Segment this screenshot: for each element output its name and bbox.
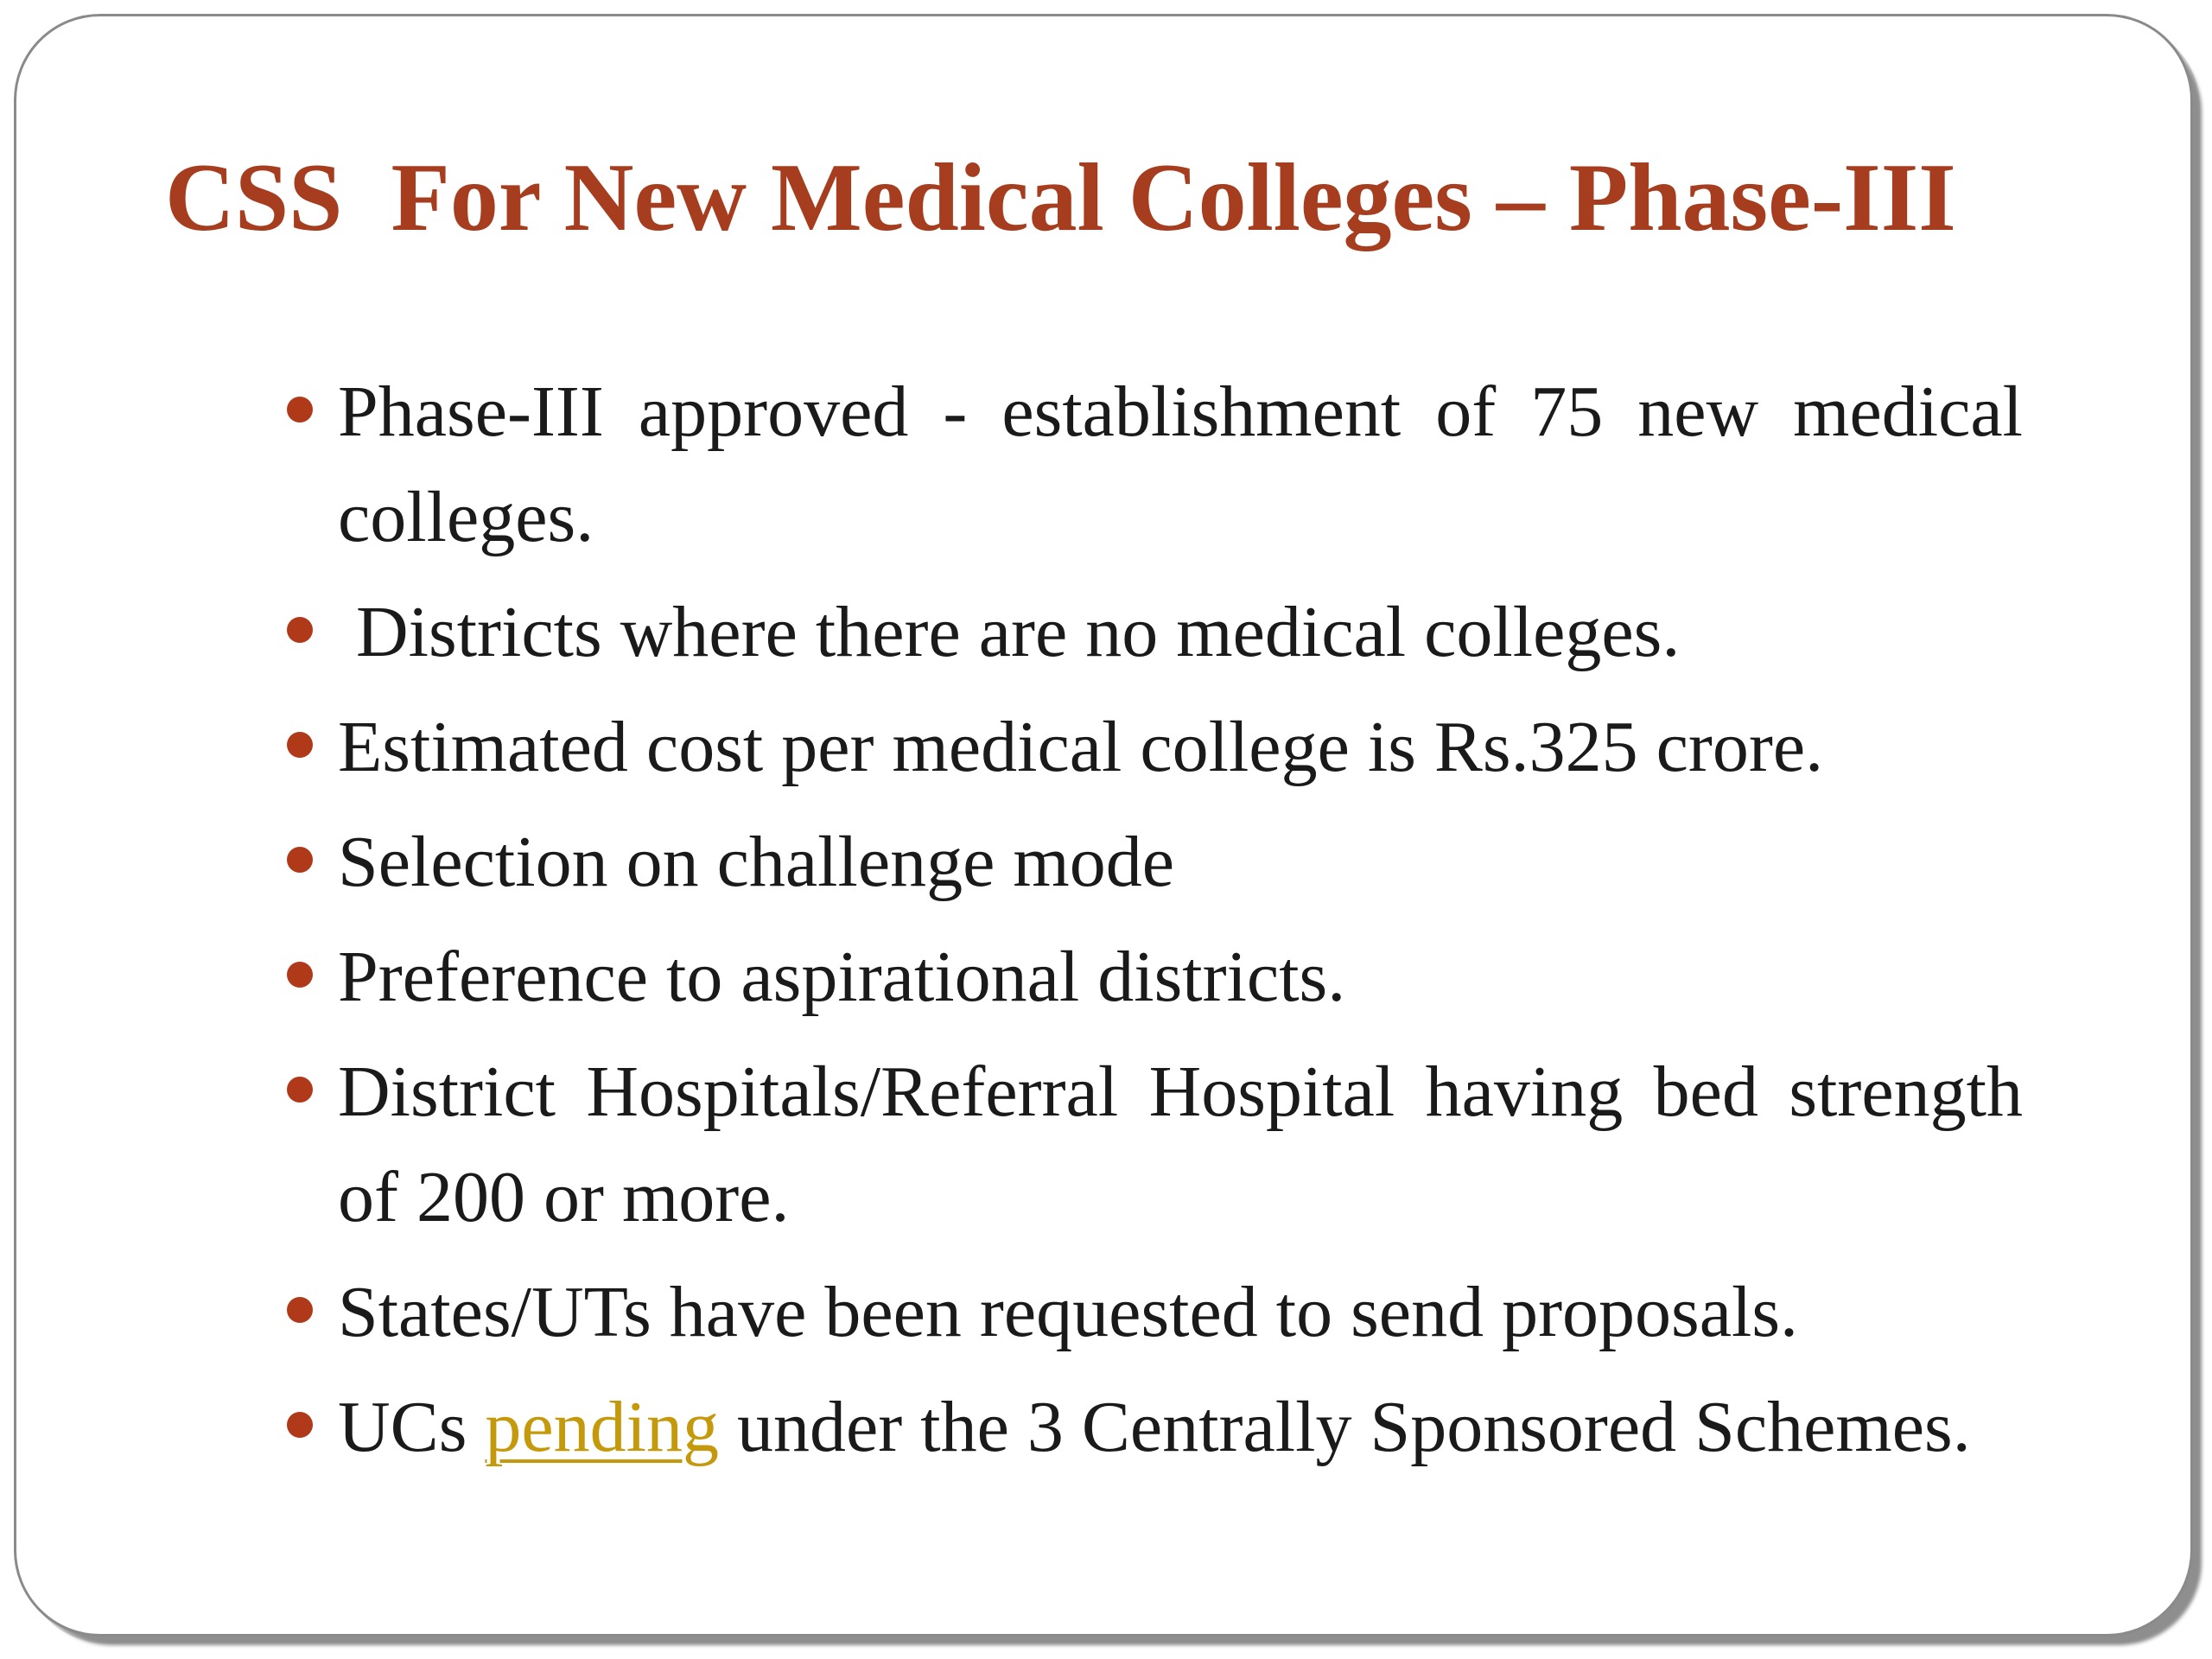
- bullet-text-prefix: UCs: [338, 1387, 486, 1467]
- bullet-text: States/UTs have been requested to send proposals.: [338, 1272, 1799, 1352]
- bullet-item: [338, 580, 2023, 685]
- bullet-icon: [287, 732, 313, 758]
- bullet-text: District Hospitals/Referral Hospital having bed strength of 200 or more.: [338, 1052, 2023, 1237]
- bullet-text: Districts where there are no medical colleges.: [338, 592, 1681, 672]
- bullet-icon: [287, 847, 313, 873]
- bullet-icon: [287, 1077, 313, 1103]
- bullet-item: [338, 925, 2023, 1030]
- bullet-icon: [287, 1412, 313, 1438]
- bullet-item: [338, 810, 2023, 915]
- bullet-icon: [287, 962, 313, 988]
- slide: [14, 14, 2193, 1637]
- bullet-text: Phase-III approved - establishment of 75 new medical colleges.: [338, 372, 2023, 557]
- bullet-item: [338, 359, 2023, 570]
- bullet-item: [338, 1260, 2023, 1365]
- bullet-list: [338, 359, 2023, 1490]
- bullet-icon: [287, 617, 313, 643]
- bullet-text: Selection on challenge mode: [338, 822, 1175, 902]
- bullet-text-suffix: under the 3 Centrally Sponsored Schemes.: [719, 1387, 1971, 1467]
- pending-link[interactable]: pending: [485, 1387, 720, 1467]
- bullet-icon: [287, 397, 313, 423]
- bullet-icon: [287, 1297, 313, 1323]
- slide-title: CSS For New Medical Colleges – Phase-III: [165, 144, 1956, 251]
- bullet-text: Preference to aspirational districts.: [338, 937, 1346, 1017]
- bullet-text: Estimated cost per medical college is Rs.325 crore.: [338, 707, 1824, 787]
- bullet-item: [338, 1039, 2023, 1250]
- bullet-item: [338, 695, 2023, 800]
- bullet-item: [338, 1375, 2023, 1480]
